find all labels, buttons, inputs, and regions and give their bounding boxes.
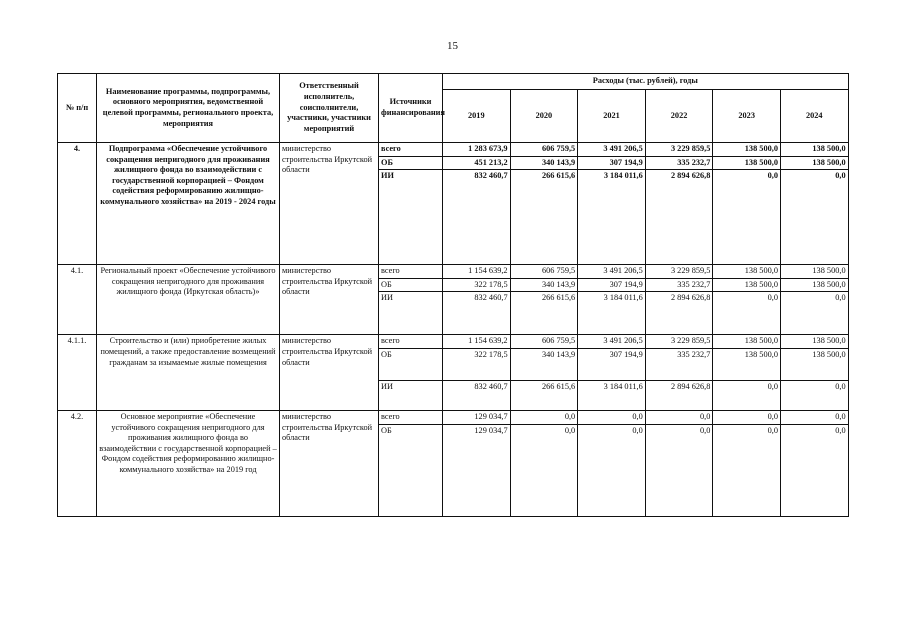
responsible-executor: министерство строительства Иркутской области: [280, 265, 379, 335]
header-sources: Источники финансирования: [379, 74, 443, 143]
table-row: [58, 335, 849, 349]
expense-value-2022: 335 232,7: [645, 278, 713, 292]
expense-value-2021: 3 184 011,6: [578, 292, 646, 335]
expense-value-2019: 832 460,7: [443, 292, 511, 335]
expense-value-2023: 138 500,0: [713, 335, 781, 349]
expense-value-2021: 3 184 011,6: [578, 170, 646, 265]
table-row: [58, 143, 849, 157]
expense-value-2019: 451 213,2: [443, 156, 511, 170]
expense-value-2022: 0,0: [645, 424, 713, 516]
row-number: 4.1.: [58, 265, 97, 335]
expense-value-2024: 138 500,0: [780, 143, 848, 157]
funding-source: всего: [379, 265, 443, 279]
table-row: [58, 265, 849, 279]
expense-value-2020: 340 143,9: [510, 349, 578, 381]
expense-value-2020: 266 615,6: [510, 170, 578, 265]
expense-value-2021: 307 194,9: [578, 156, 646, 170]
program-name: Строительство и (или) приобретение жилых помещений, а также предоставление возмещений гражданам за изымаемые жилые помещения: [97, 335, 280, 411]
expense-value-2021: 3 491 206,5: [578, 265, 646, 279]
header-year: 2019: [443, 90, 511, 143]
row-number: 4.1.1.: [58, 335, 97, 411]
expense-value-2022: 2 894 626,8: [645, 292, 713, 335]
expense-value-2024: 0,0: [780, 411, 848, 425]
expense-value-2021: 307 194,9: [578, 349, 646, 381]
responsible-executor: министерство строительства Иркутской области: [280, 335, 379, 411]
expense-value-2022: 0,0: [645, 411, 713, 425]
expense-value-2021: 0,0: [578, 411, 646, 425]
funding-source: ОБ: [379, 278, 443, 292]
expense-value-2019: 832 460,7: [443, 170, 511, 265]
expense-value-2021: 0,0: [578, 424, 646, 516]
row-number: 4.: [58, 143, 97, 265]
expense-value-2024: 0,0: [780, 170, 848, 265]
page-number: 15: [447, 40, 458, 52]
header-num: № п/п: [58, 74, 97, 143]
expense-value-2021: 3 491 206,5: [578, 143, 646, 157]
funding-source: ИИ: [379, 381, 443, 411]
expense-value-2024: 138 500,0: [780, 335, 848, 349]
expense-value-2020: 340 143,9: [510, 156, 578, 170]
funding-source: всего: [379, 411, 443, 425]
expense-value-2023: 0,0: [713, 381, 781, 411]
expense-value-2022: 335 232,7: [645, 349, 713, 381]
funding-source: ИИ: [379, 292, 443, 335]
expense-value-2019: 129 034,7: [443, 411, 511, 425]
funding-source: ОБ: [379, 424, 443, 516]
header-year: 2020: [510, 90, 578, 143]
expense-value-2019: 1 283 673,9: [443, 143, 511, 157]
expense-value-2023: 0,0: [713, 292, 781, 335]
header-responsible: Ответственный исполнитель, соисполнители, участники, участники мероприятий: [280, 74, 379, 143]
expense-value-2019: 322 178,5: [443, 349, 511, 381]
expense-value-2024: 0,0: [780, 292, 848, 335]
budget-table: [57, 73, 849, 517]
expense-value-2020: 606 759,5: [510, 143, 578, 157]
funding-source: всего: [379, 143, 443, 157]
expense-value-2024: 138 500,0: [780, 278, 848, 292]
funding-source: всего: [379, 335, 443, 349]
expense-value-2024: 138 500,0: [780, 265, 848, 279]
funding-source: ИИ: [379, 170, 443, 265]
expense-value-2021: 3 184 011,6: [578, 381, 646, 411]
expense-value-2020: 0,0: [510, 411, 578, 425]
expense-value-2024: 0,0: [780, 381, 848, 411]
expense-value-2023: 138 500,0: [713, 265, 781, 279]
expense-value-2019: 1 154 639,2: [443, 265, 511, 279]
expense-value-2021: 3 491 206,5: [578, 335, 646, 349]
expense-value-2022: 3 229 859,5: [645, 143, 713, 157]
expense-value-2022: 3 229 859,5: [645, 335, 713, 349]
expense-value-2020: 606 759,5: [510, 335, 578, 349]
expense-value-2022: 335 232,7: [645, 156, 713, 170]
header-year: 2022: [645, 90, 713, 143]
header-year: 2021: [578, 90, 646, 143]
expense-value-2021: 307 194,9: [578, 278, 646, 292]
responsible-executor: министерство строительства Иркутской области: [280, 143, 379, 265]
expense-value-2019: 129 034,7: [443, 424, 511, 516]
expense-value-2019: 1 154 639,2: [443, 335, 511, 349]
expense-value-2019: 322 178,5: [443, 278, 511, 292]
table-header: [58, 74, 849, 143]
program-name: Региональный проект «Обеспечение устойчивого сокращения непригодного для проживания жилищного фонда (Иркутская область)»: [97, 265, 280, 335]
expense-value-2019: 832 460,7: [443, 381, 511, 411]
expense-value-2023: 0,0: [713, 170, 781, 265]
funding-source: ОБ: [379, 349, 443, 381]
header-year: 2024: [780, 90, 848, 143]
responsible-executor: министерство строительства Иркутской области: [280, 411, 379, 517]
header-year: 2023: [713, 90, 781, 143]
expense-value-2024: 138 500,0: [780, 349, 848, 381]
expense-value-2024: 0,0: [780, 424, 848, 516]
expense-value-2022: 3 229 859,5: [645, 265, 713, 279]
expense-value-2020: 340 143,9: [510, 278, 578, 292]
row-number: 4.2.: [58, 411, 97, 517]
expense-value-2022: 2 894 626,8: [645, 170, 713, 265]
expense-value-2023: 0,0: [713, 411, 781, 425]
expense-value-2023: 138 500,0: [713, 278, 781, 292]
program-name: Основное мероприятие «Обеспечение устойчивого сокращения непригодного для проживания жилищного фонда во взаимодействии с государственной корпорацией – Фондом содействия реформированию жилищно-коммунального хозяйства» на 2019 год: [97, 411, 280, 517]
header-expenses: Расходы (тыс. рублей), годы: [443, 74, 849, 90]
expense-value-2023: 0,0: [713, 424, 781, 516]
expense-value-2023: 138 500,0: [713, 349, 781, 381]
program-name: Подпрограмма «Обеспечение устойчивого сокращения непригодного для проживания жилищного фонда во взаимодействии с государственной корпорацией – Фондом содействия реформированию жилищно-коммунального хозяйства» на 2019 - 2024 годы: [97, 143, 280, 265]
expense-value-2020: 266 615,6: [510, 292, 578, 335]
table-row: [58, 411, 849, 425]
expense-value-2020: 606 759,5: [510, 265, 578, 279]
table-body: [58, 143, 849, 517]
expense-value-2024: 138 500,0: [780, 156, 848, 170]
expense-value-2023: 138 500,0: [713, 156, 781, 170]
expense-value-2020: 0,0: [510, 424, 578, 516]
funding-source: ОБ: [379, 156, 443, 170]
header-name: Наименование программы, подпрограммы, основного мероприятия, ведомственной целевой программы, регионального проекта, мероприятия: [97, 74, 280, 143]
expense-value-2020: 266 615,6: [510, 381, 578, 411]
expense-value-2022: 2 894 626,8: [645, 381, 713, 411]
expense-value-2023: 138 500,0: [713, 143, 781, 157]
